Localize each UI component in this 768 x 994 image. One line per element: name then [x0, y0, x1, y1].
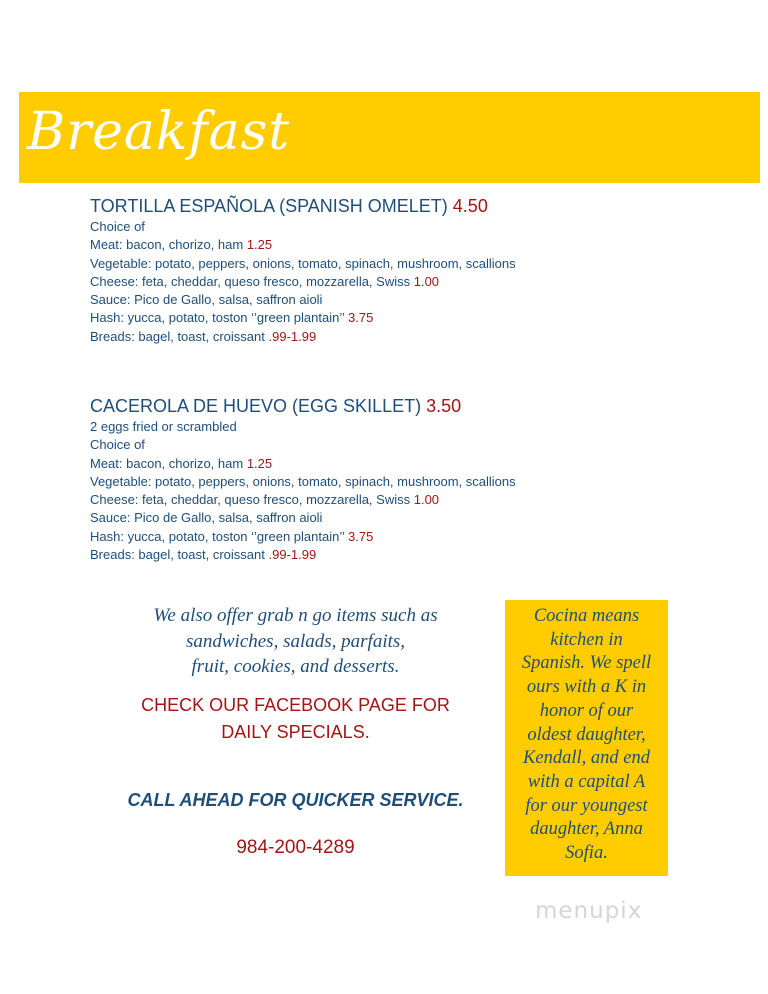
option-text: Vegetable: potato, peppers, onions, tomato, spinach, mushroom, scallions	[90, 473, 516, 489]
option-price: .99-1.99	[268, 328, 317, 344]
grab-line: sandwiches, salads, parfaits,	[185, 630, 406, 652]
grab-line: We also offer grab n go items such as	[153, 605, 438, 626]
option-line	[90, 328, 516, 346]
grab-n-go-text	[118, 603, 473, 680]
item-price: 4.50	[452, 196, 488, 216]
option-line	[90, 418, 516, 436]
option-text: Sauce: Pico de Gallo, salsa, saffron aioli	[90, 510, 323, 526]
option-price: 1.25	[246, 455, 273, 471]
phone-number: 984-200-4289	[236, 837, 355, 858]
option-line	[90, 273, 516, 291]
option-line	[90, 491, 516, 509]
note-line: Sofia.	[565, 843, 608, 864]
note-line: with a capital A	[527, 771, 646, 792]
item-title	[90, 394, 516, 418]
breakfast-banner	[19, 92, 760, 183]
option-line	[90, 473, 516, 491]
option-text: Cheese: feta, cheddar, queso fresco, mozzarella, Swiss	[90, 273, 411, 289]
option-line	[90, 509, 516, 527]
note-line: for our youngest	[525, 795, 648, 816]
menupix-watermark: menupix	[535, 898, 643, 924]
item-price: 3.50	[426, 396, 462, 416]
note-line: honor of our	[539, 700, 634, 721]
menu-item-cacerola	[90, 394, 516, 564]
option-line	[90, 255, 516, 273]
option-line	[90, 436, 516, 454]
option-text: Choice of	[90, 437, 145, 453]
option-price: 3.75	[348, 528, 374, 544]
option-text: Breads: bagel, toast, croissant	[90, 328, 265, 344]
item-name: CACEROLA DE HUEVO (EGG SKILLET)	[90, 396, 422, 416]
facebook-line: DAILY SPECIALS.	[221, 722, 370, 742]
note-line: Cocina means	[533, 606, 640, 626]
name-story-text	[505, 600, 668, 866]
page-title: Breakfast	[27, 102, 291, 162]
option-text: Cheese: feta, cheddar, queso fresco, mozzarella, Swiss	[90, 492, 411, 508]
option-text: Breads: bagel, toast, croissant	[90, 547, 265, 563]
option-line	[90, 546, 516, 564]
option-price: 1.00	[413, 492, 440, 508]
grab-line: fruit, cookies, and desserts.	[191, 656, 400, 677]
option-text: Meat: bacon, chorizo, ham	[90, 237, 244, 253]
name-story-box	[505, 600, 668, 876]
option-text: Hash: yucca, potato, toston ‘’green plantain’’	[90, 528, 345, 544]
option-price: .99-1.99	[268, 547, 317, 563]
note-line: daughter, Anna	[530, 819, 643, 840]
option-line	[90, 455, 516, 473]
note-line: oldest daughter,	[527, 724, 646, 745]
option-line	[90, 291, 516, 309]
option-text: Sauce: Pico de Gallo, salsa, saffron aioli	[90, 292, 323, 308]
option-line	[90, 218, 516, 236]
option-text: Vegetable: potato, peppers, onions, tomato, spinach, mushroom, scallions	[90, 255, 516, 271]
option-text: 2 eggs fried or scrambled	[90, 419, 237, 434]
note-line: Kendall, and end	[523, 748, 650, 769]
option-price: 1.00	[413, 273, 440, 289]
note-line: ours with a K in	[526, 677, 647, 698]
option-line	[90, 309, 516, 327]
option-line	[90, 528, 516, 546]
option-text: Hash: yucca, potato, toston ‘’green plantain’’	[90, 310, 345, 326]
menu-item-tortilla	[90, 194, 516, 346]
option-text: Choice of	[90, 219, 145, 234]
note-line: Spanish. We spell	[521, 653, 652, 674]
facebook-specials-text	[118, 692, 473, 746]
option-text: Meat: bacon, chorizo, ham	[90, 455, 244, 471]
facebook-line: CHECK OUR FACEBOOK PAGE FOR	[141, 695, 450, 715]
call-ahead-text: CALL AHEAD FOR QUICKER SERVICE.	[127, 790, 464, 810]
item-title	[90, 194, 516, 218]
note-line: kitchen in	[550, 629, 623, 650]
option-line	[90, 236, 516, 254]
item-name: TORTILLA ESPAÑOLA (SPANISH OMELET)	[90, 196, 448, 216]
option-price: 3.75	[348, 310, 374, 326]
option-price: 1.25	[246, 237, 273, 253]
